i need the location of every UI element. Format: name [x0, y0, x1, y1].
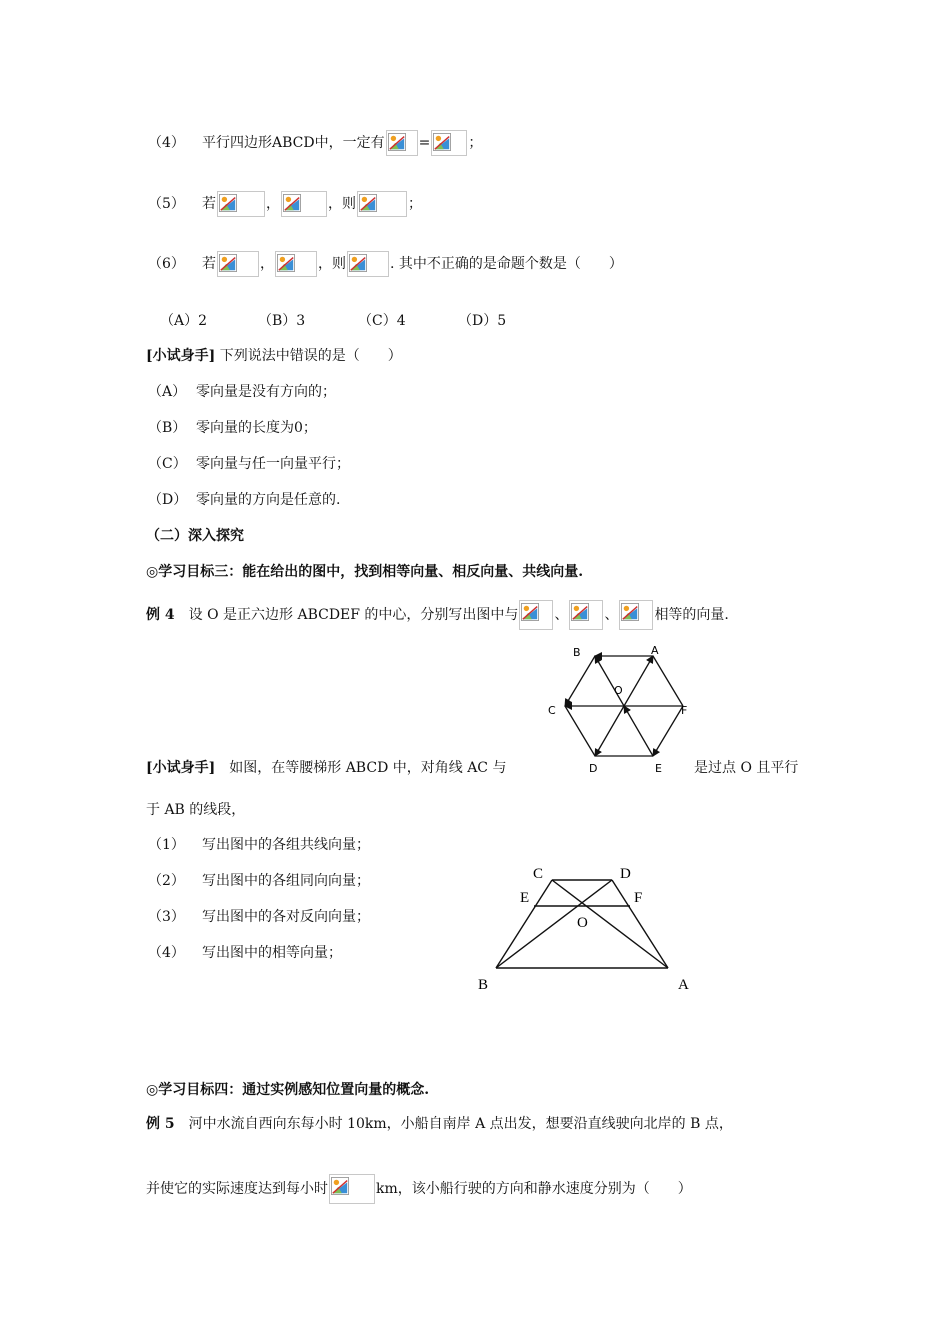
proposition-5: （5） 若 ， ，则 ； [148, 191, 422, 217]
hexagon-diagram [535, 640, 705, 780]
formula-image-icon [347, 251, 389, 277]
formula-image-icon [619, 600, 653, 630]
example-5: 例 5 河中水流自西向东每小时 10km，小船自南岸 A 点出发，想要沿直线驶向北岸的 B 点， [146, 1116, 733, 1132]
list-item: （1） 写出图中的各组共线向量； [148, 837, 370, 853]
label-o: O [577, 915, 588, 931]
list-item: （A） 零向量是没有方向的； [148, 384, 336, 400]
answer-options [160, 311, 506, 331]
label-e: E [520, 890, 530, 906]
label-b: B [478, 977, 489, 993]
label-a: A [651, 644, 659, 657]
section-heading: （二）深入探究 [146, 528, 244, 544]
list-item: （2） 写出图中的各组同向向量； [148, 873, 370, 889]
formula-image-icon [519, 600, 553, 630]
formula-image-icon [431, 130, 467, 156]
formula-image-icon [329, 1174, 375, 1204]
label-a: A [678, 977, 689, 993]
label-d: D [589, 762, 598, 775]
try-it-tag: [小试身手] [146, 348, 216, 364]
option-a: （A）2 [160, 313, 208, 329]
learning-goal-3: ◎学习目标三：能在给出的图中，找到相等向量、相反向量、共线向量. [146, 564, 584, 580]
try-it-2-line2: 于 AB 的线段， [146, 802, 246, 818]
formula-image-icon [217, 251, 259, 277]
try-it-2-line1: [小试身手] 如图，在等腰梯形 ABCD 中，对角线 AC 与 [146, 760, 507, 776]
label-o: O [614, 684, 623, 697]
label-c: C [548, 704, 556, 717]
list-item: （D） 零向量的方向是任意的. [148, 492, 341, 508]
option-b: （B）3 [258, 313, 306, 329]
list-item: （C） 零向量与任一向量平行； [148, 456, 350, 472]
try-it-2-line1-right: 是过点 O 且平行 [694, 760, 799, 776]
try-it-question: [小试身手] 下列说法中错误的是（ ） [146, 348, 402, 364]
label-c: C [533, 866, 544, 882]
proposition-4: （4） 平行四边形ABCD中，一定有 = ； [148, 130, 482, 156]
formula-image-icon [217, 191, 265, 217]
label-f: F [634, 890, 643, 906]
example-5-line2: 并使它的实际速度达到每小时 km，该小船行驶的方向和静水速度分别为（ ） [146, 1174, 692, 1204]
learning-goal-4: ◎学习目标四：通过实例感知位置向量的概念. [146, 1082, 430, 1098]
option-c: （C）4 [358, 313, 406, 329]
formula-image-icon [569, 600, 603, 630]
label-b: B [573, 646, 581, 659]
trapezoid-diagram [470, 858, 710, 998]
formula-image-icon [357, 191, 407, 217]
list-item: （B） 零向量的长度为0； [148, 420, 317, 436]
label-f: F [681, 704, 688, 717]
formula-image-icon [281, 191, 327, 217]
option-d: （D）5 [458, 313, 507, 329]
formula-image-icon [275, 251, 317, 277]
label-d: D [620, 866, 631, 882]
list-item: （3） 写出图中的各对反向向量； [148, 909, 370, 925]
label-e: E [655, 762, 662, 775]
list-item: （4） 写出图中的相等向量； [148, 945, 342, 961]
proposition-6: （6） 若 ， ，则 . 其中不正确的是命题个数是（ ） [148, 251, 623, 277]
example-4: 例 4 设 O 是正六边形 ABCDEF 的中心，分别写出图中与 、 、 相等的向量. [146, 600, 729, 630]
formula-image-icon [386, 130, 418, 156]
